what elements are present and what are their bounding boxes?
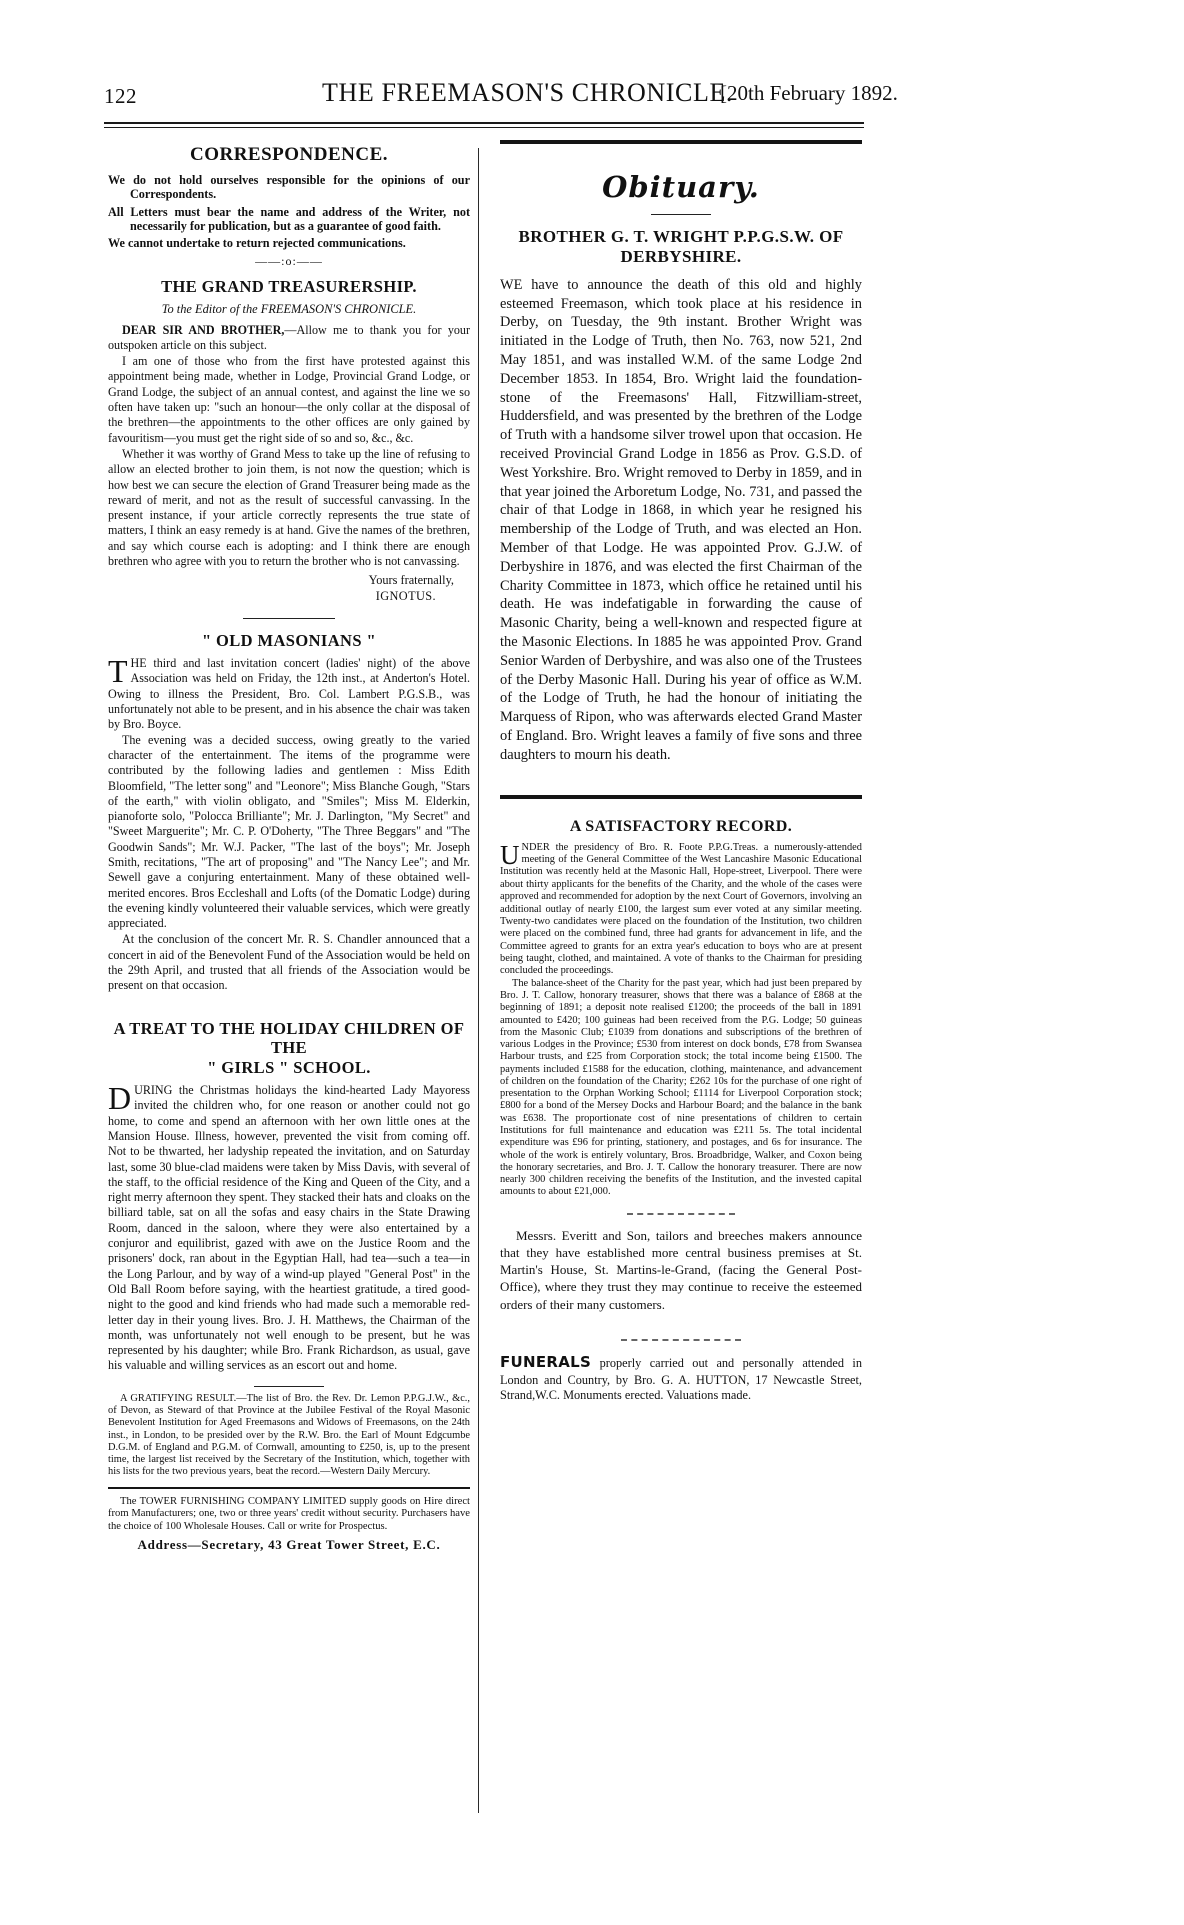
letter-para1-text: —Allow me to thank you for your outspoken article on this subject. xyxy=(108,322,470,352)
dropcap-letter-3: U xyxy=(500,839,520,870)
divider-rule-4 xyxy=(621,1339,741,1341)
correspondence-heading: CORRESPONDENCE. xyxy=(189,144,389,165)
letter-paragraph-3: Whether it was worthy of Grand Mess to take up the line of refusing to allow an elected brother to join them, is not now the question; which is how best we can secure the election of Grand Treasurer being made as the reward of merit, and not as the result of successful canvassing. In the present instance, if your article correctly represents the true state of matters, I think an easy remedy is at hand. Give the names of the brethren, and say which course each is adopting: and I think there are enough brethren who agree with you to return the brother who is not canvassing. xyxy=(108,446,470,569)
section-ornament: ——:o:—— xyxy=(255,253,323,268)
funerals-ad-lead: FUNERALS xyxy=(500,1353,592,1371)
obituary-top-rule xyxy=(500,140,862,144)
letter-heading-grand-treasurership: THE GRAND TREASURERSHIP. xyxy=(161,276,417,296)
satisfactory-record-paragraph-1 xyxy=(500,839,862,978)
letter-salutation: DEAR SIR AND BROTHER, xyxy=(122,322,285,337)
obituary-body: WE have to announce the death of this old and highly esteemed Freemason, which took place at his residence in Derby, on Tuesday, the 9th instant. Brother Wright was initiated in the Lodge of Truth, then No. 763, now 521, 2nd May 1851, and was installed W.M. of the same Lodge 2nd December 1853. In 1854, Bro. Wright laid the foundation-stone of the Freemasons' Hall, Fitzwilliam-street, Huddersfield, and was presented by the brethren of the Lodge of Truth with a handsome silver trowel upon that occasion. He received Provincial Grand Lodge in 1856 as Prov. G.S.D. of West Yorkshire. Bro. Wright removed to Derby in 1859, and in that year joined the Arboretum Lodge, No. 731, and passed the chair of that Lodge in 1868, in which year he resigned his membership of the Lodge of Truth, and was elected an Hon. Member of that Lodge. He was appointed Prov. G.J.W. of Derbyshire in 1876, and was elected the first Chairman of the Charity Committee in 1873, which office he retained until his death. He was indefatigable in forwarding the cause of Masonic Charity, being a well-known and respected figure at the Masonic Elections. In 1885 he was appointed Prov. Grand Senior Warden of Derbyshire, and was also one of the Trustees of the Derby Masonic Hall. During his year of office as W.M. of the Lodge of Truth, he had the honour of initiating the Marquess of Ripon, who was afterwards elected Grand Master of England. Bro. Wright leaves a family of five sons and three daughters to mourn his death. xyxy=(500,276,862,763)
letter-signature: IGNOTUS. xyxy=(375,589,436,604)
right-column xyxy=(500,140,862,1404)
advertisement-rule xyxy=(108,1487,470,1489)
girls-school-paragraph-1 xyxy=(108,1080,470,1374)
gratifying-result-text: —The list of Bro. the Rev. Dr. Lemon P.P.G.J.W., &c., of Devon, as Steward of that Province at the Jubilee Festival of the Royal Masonic Benevolent Institution for Aged Freemasons and Widows of Freemasons, on the 24th inst., in London, to be presided over by the R.W. Bro. the Earl of Mount Edgcumbe D.G.M. of England and P.G.M. of Cornwall, amounting to £250, is, up to the present time, the largest list received by the Secretary of the Institution, which, together with his lists for the two previous years, beat the record.—Western Daily Mercury. xyxy=(108,1392,471,1478)
left-column xyxy=(108,140,470,1553)
column-divider xyxy=(478,148,479,1813)
old-masonians-heading: " OLD MASONIANS " xyxy=(201,631,377,651)
funerals-ad-text: properly carried out and personally attended in London and Country, by Bro. G. A. HUTTON, 17 Newcastle Street, Strand,W.C. Monuments erected. Valuations made. xyxy=(500,1356,862,1403)
divider-rule-2 xyxy=(254,1386,324,1387)
satisfactory-record-paragraph-2: The balance-sheet of the Charity for the past year, which had just been prepared by Bro. J. T. Callow, honorary treasurer, shows that there was a balance of £868 at the beginning of 1891; a deposit note realised £1200; the proceeds of the ball in 1891 amounted to £420; 100 guineas had been received from the P.G. Lodge; 50 guineas from the Masonic Club; £1039 from donations and subscriptions of the brethren of various Lodges in the Province; £530 from interest on dock bonds, £78 from Swansea Harbour trusts, and £25 from Corporation stock; the total income being £1500. The payments included £1588 for the education, clothing, maintenance, and advancement of children on the foundation of the Charity; £262 10s for the purchase of one right of presentation to the Orphan Working School; £1114 for Liverpool Corporation stock; £800 for a bond of the Mersey Docks and Harbour Board; and the balance in the bank was £638. The proportionate cost of nine presentations of children to certain Institutions for full maintenance and education was £211 5s. The total incidental expenditure was £96 for printing, stationery, and postages, and 6s for insurance. The whole of the work is entirely voluntary, Bros. Broadbridge, Walker, and Coxon being the honorary secretaries, and Bro. J. T. Callow the honorary treasurer. There are now nearly 300 children receiving the benefits of the Institution, and the invested capital amounts to about £21,000. xyxy=(500,977,862,1198)
letter-paragraph-1 xyxy=(108,323,470,354)
tower-furnishing-ad-address: Address—Secretary, 43 Great Tower Street, E.C. xyxy=(137,1537,441,1553)
letter-paragraph-2: I am one of those who from the first have protested against this appointment being made, whether in Lodge, Provincial Grand Lodge, or Grand Lodge, the subject of an annual contest, and against the line we so often have taken up: "such an honour—the only collar at the disposal of the brethren—the appointments to the other offices are only gained by favouritism—you must get the right side of so and so, &c., &c. xyxy=(108,354,470,445)
old-masonians-paragraph-1 xyxy=(108,653,471,732)
letter-closing: Yours fraternally, xyxy=(368,573,454,588)
old-masonians-paragraph-3: At the conclusion of the concert Mr. R. S. Chandler announced that a concert in aid of the Benevolent Fund of the Association would be held on the 29th April, and trusted that all friends of the Association would be present on that occasion. xyxy=(108,932,470,993)
funerals-advertisement[interactable] xyxy=(500,1353,862,1404)
masthead-rule xyxy=(104,122,864,128)
funerals-ad-body xyxy=(500,1353,862,1404)
girls-school-heading-line2: " GIRLS " SCHOOL. xyxy=(207,1058,371,1078)
obituary-subject-line2: DERBYSHIRE. xyxy=(620,247,742,267)
issue-date: [20th February 1892. xyxy=(720,81,898,105)
old-masonians-paragraph-2: The evening was a decided success, owing greatly to the varied character of the entertainment. The items of the programme were contributed by the following ladies and gentlemen : Miss Edith Bloomfield, "The letter song" and "Leonore"; Miss Blanche Gough, "Stars of the earth," with violin obligato, and "Smiles"; Miss M. Elderkin, pianoforte solo, "Polocca Brilliante"; Mr. J. Darlington, "My Secret" and "Sweet Marguerite"; Mr. C. P. O'Doherty, "The Three Beggars" and "The Goodwin Sands"; Mr. W.J. Packer, "The last of the boys"; Mr. Joseph Smith, recitations, "The art of proposing" and "The Nancy Lee"; and Mr. Sewell gave a conjuring entertainment. Many of these obtained well-merited encores. Bros Eccleshall and Lofts (of the Domatic Lodge) during the evening kindly volunteered their valuable services, which were greatly appreciated. xyxy=(108,732,470,931)
girls-school-heading xyxy=(108,1019,470,1078)
everitt-ad-text: Messrs. Everitt and Son, tailors and breeches makers announce that they have established more central business premises at St. Martin's House, St. Martins-le-Grand, (facing the General Post-Office), where they trust they may continue to receive the esteemed orders of their many customers. xyxy=(500,1227,862,1312)
obituary-underline-rule xyxy=(651,214,711,215)
page-folio-number: 122 xyxy=(104,84,137,108)
dropcap-letter-2: D xyxy=(108,1080,132,1117)
letter-to-editor-line: To the Editor of the FREEMASON'S CHRONICLE. xyxy=(161,301,417,316)
everitt-and-son-advertisement[interactable] xyxy=(500,1227,862,1313)
record-top-rule xyxy=(500,795,862,799)
record-p1-text: NDER the presidency of Bro. R. Foote P.P.G.Treas. a numerously-attended meeting of the General Committee of the West Lancashire Masonic Educational Institution was recently held at the Masonic Hall, Hope-street, Liverpool. There were about thirty applicants for the benefits of the Charity, and the whole of the cases were approved and recommended for adoption by the next Court of Governors, involving an additional outlay of nearly £100, the largest sum ever voted at any similar meeting. Twenty-two candidates were placed on the foundation of the Institution, two children were placed on the combined fund, three had grants for advancement in life, and the Committee agreed to grants for an extra year's education to boys who are at present being taught, clothed, and maintained. A vote of thanks to the Chairman for presiding concluded the proceedings. xyxy=(500,841,862,977)
satisfactory-record-heading: A SATISFACTORY RECORD. xyxy=(569,817,793,835)
masthead xyxy=(104,78,898,116)
old-masonians-p1-text: HE third and last invitation concert (ladies' night) of the above Association was held on Friday, the 12th inst., at Anderton's Hotel. Owing to illness the President, Bro. Col. Lambert P.G.S.B., was unfortunately not able to be present, and in his absence the chair was taken by Bro. Boyce. xyxy=(108,656,471,732)
gratifying-result-paragraph xyxy=(108,1393,470,1479)
gratifying-result-label: A GRATIFYING RESULT. xyxy=(120,1392,237,1404)
correspondence-notice-3: We cannot undertake to return rejected communications. xyxy=(108,236,406,251)
obituary-heading: Obituary. xyxy=(602,170,760,204)
divider-rule-3 xyxy=(627,1213,735,1215)
divider-rule-1 xyxy=(243,618,335,619)
girls-school-p1-text: URING the Christmas holidays the kind-hearted Lady Mayoress invited the children who, for one reason or another could not go home, to come and spend an afternoon with her own little ones at the Mansion House. Illness, however, prevented the visit from coming off. Not to be thwarted, her ladyship repeated the invitation, and on Saturday last, some 30 blue-clad maidens were taken by Miss Davis, with several of the staff, to the official residence of the King and Queen of the City, and a right merry afternoon they spent. They stacked their hats and cloaks on the billiard table, sat on all the sofas and easy chairs in the State Drawing Room, danced in the saloon, where they were also entertained by a conjuror and equilibrist, gazed with awe on the Justice Room and the prisoners' dock, ran about in the Egyptian Hall, had tea—such a tea—in the Long Parlour, and by way of a wind-up played "General Post" in the Old Ball Room before saying, with the heartiest gratitude, a tired good-night to the good and kind friends who had made such a memorable red-letter day in their young lives. Bro. J. H. Matthews, the Chairman of the month, was unfortunately not well enough to be present, but he was represented by his daughter; while Bro. Frank Richardson, as usual, gave his valuable and willing services as an escort out and home. xyxy=(108,1083,470,1373)
obituary-subject-line1: BROTHER G. T. WRIGHT P.P.G.S.W. OF xyxy=(518,227,844,246)
tower-furnishing-advertisement[interactable] xyxy=(108,1487,470,1554)
tower-furnishing-ad-text: The TOWER FURNISHING COMPANY LIMITED supply goods on Hire direct from Manufacturers; one, two or three years' credit without security. Purchasers have the choice of 100 Wholesale Houses. Call or write for Prospectus. xyxy=(108,1495,470,1533)
dropcap-letter: T xyxy=(108,653,128,690)
obituary-subject xyxy=(500,227,862,268)
newspaper-title: THE FREEMASON'S CHRONICLE. xyxy=(322,78,734,107)
girls-school-heading-line1: A TREAT TO THE HOLIDAY CHILDREN OF THE xyxy=(113,1018,465,1058)
correspondence-notice-2: All Letters must bear the name and address of the Writer, not necessarily for publication, but as a guarantee of good faith. xyxy=(108,204,470,234)
correspondence-notice-1: We do not hold ourselves responsible for the opinions of our Correspondents. xyxy=(108,172,470,202)
